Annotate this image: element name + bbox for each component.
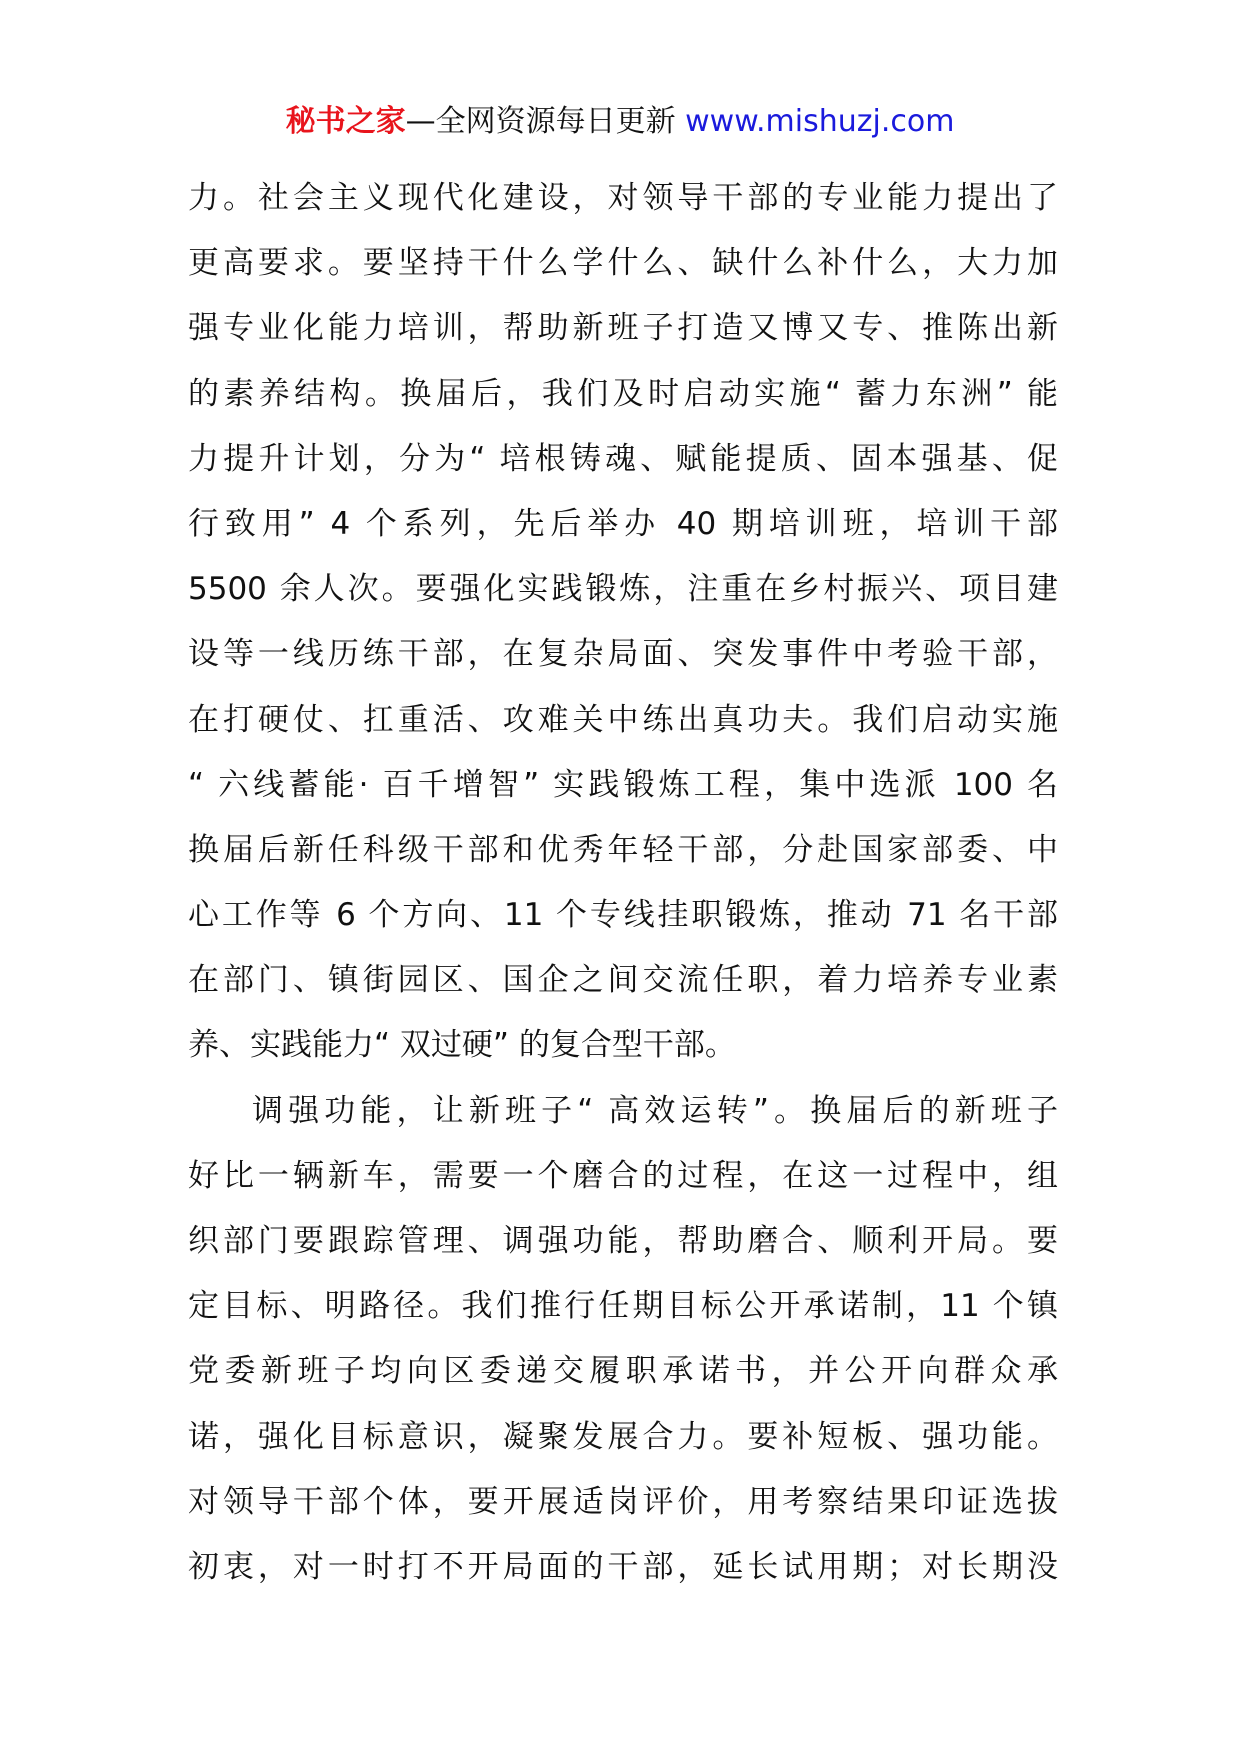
text-line: 心工作等 6 个方向、11 个专线挂职锻炼，推动 71 名干部 — [188, 897, 1058, 934]
text-line: 的素养结构。换届后，我们及时启动实施“ 蓄力东洲” 能 — [188, 375, 1058, 412]
text-line: 调强功能，让新班子“ 高效运转”。换届后的新班子 — [252, 1092, 1058, 1129]
header-url[interactable]: www.mishuzj.com — [685, 104, 955, 139]
header-slogan: —全网资源每日更新 — [405, 104, 676, 139]
text-line: 设等一线历练干部，在复杂局面、突发事件中考验干部， — [188, 636, 1058, 673]
document-body — [188, 166, 1058, 1600]
paragraph-2 — [188, 1079, 1058, 1601]
text-line: 在打硬仗、扛重活、攻难关中练出真功夫。我们启动实施 — [188, 701, 1058, 738]
text-line: 力。社会主义现代化建设，对领导干部的专业能力提出了 — [188, 180, 1058, 216]
paragraph-1 — [188, 166, 1058, 1079]
text-line: 养、实践能力“ 双过硬” 的复合型干部。 — [188, 1027, 736, 1064]
text-line: 对领导干部个体，要开展适岗评价，用考察结果印证选拔 — [188, 1483, 1058, 1520]
brand-name: 秘书之家 — [285, 104, 406, 139]
text-line: 在部门、镇街园区、国企之间交流任职，着力培养专业素 — [188, 962, 1058, 999]
text-line: “ 六线蓄能· 百千增智” 实践锻炼工程，集中选派 100 名 — [188, 766, 1058, 803]
text-line: 更高要求。要坚持干什么学什么、缺什么补什么，大力加 — [188, 245, 1058, 282]
text-line: 定目标、明路径。我们推行任期目标公开承诺制，11 个镇 — [188, 1288, 1058, 1325]
text-line: 好比一辆新车，需要一个磨合的过程，在这一过程中，组 — [188, 1157, 1058, 1194]
text-line: 5500 余人次。要强化实践锻炼，注重在乡村振兴、项目建 — [188, 571, 1058, 608]
page-header — [0, 100, 1240, 144]
text-line: 行致用” 4 个系列，先后举办 40 期培训班，培训干部 — [188, 505, 1058, 542]
text-line: 诺，强化目标意识，凝聚发展合力。要补短板、强功能。 — [188, 1418, 1058, 1455]
text-line: 织部门要跟踪管理、调强功能，帮助磨合、顺利开局。要 — [188, 1223, 1058, 1259]
text-line: 党委新班子均向区委递交履职承诺书，并公开向群众承 — [188, 1353, 1058, 1390]
text-line: 初衷，对一时打不开局面的干部，延长试用期；对长期没 — [188, 1548, 1058, 1585]
text-line: 力提升计划，分为“ 培根铸魂、赋能提质、固本强基、促 — [188, 440, 1058, 477]
text-line: 换届后新任科级干部和优秀年轻干部，分赴国家部委、中 — [188, 831, 1058, 868]
text-line: 强专业化能力培训，帮助新班子打造又博又专、推陈出新 — [188, 310, 1058, 347]
